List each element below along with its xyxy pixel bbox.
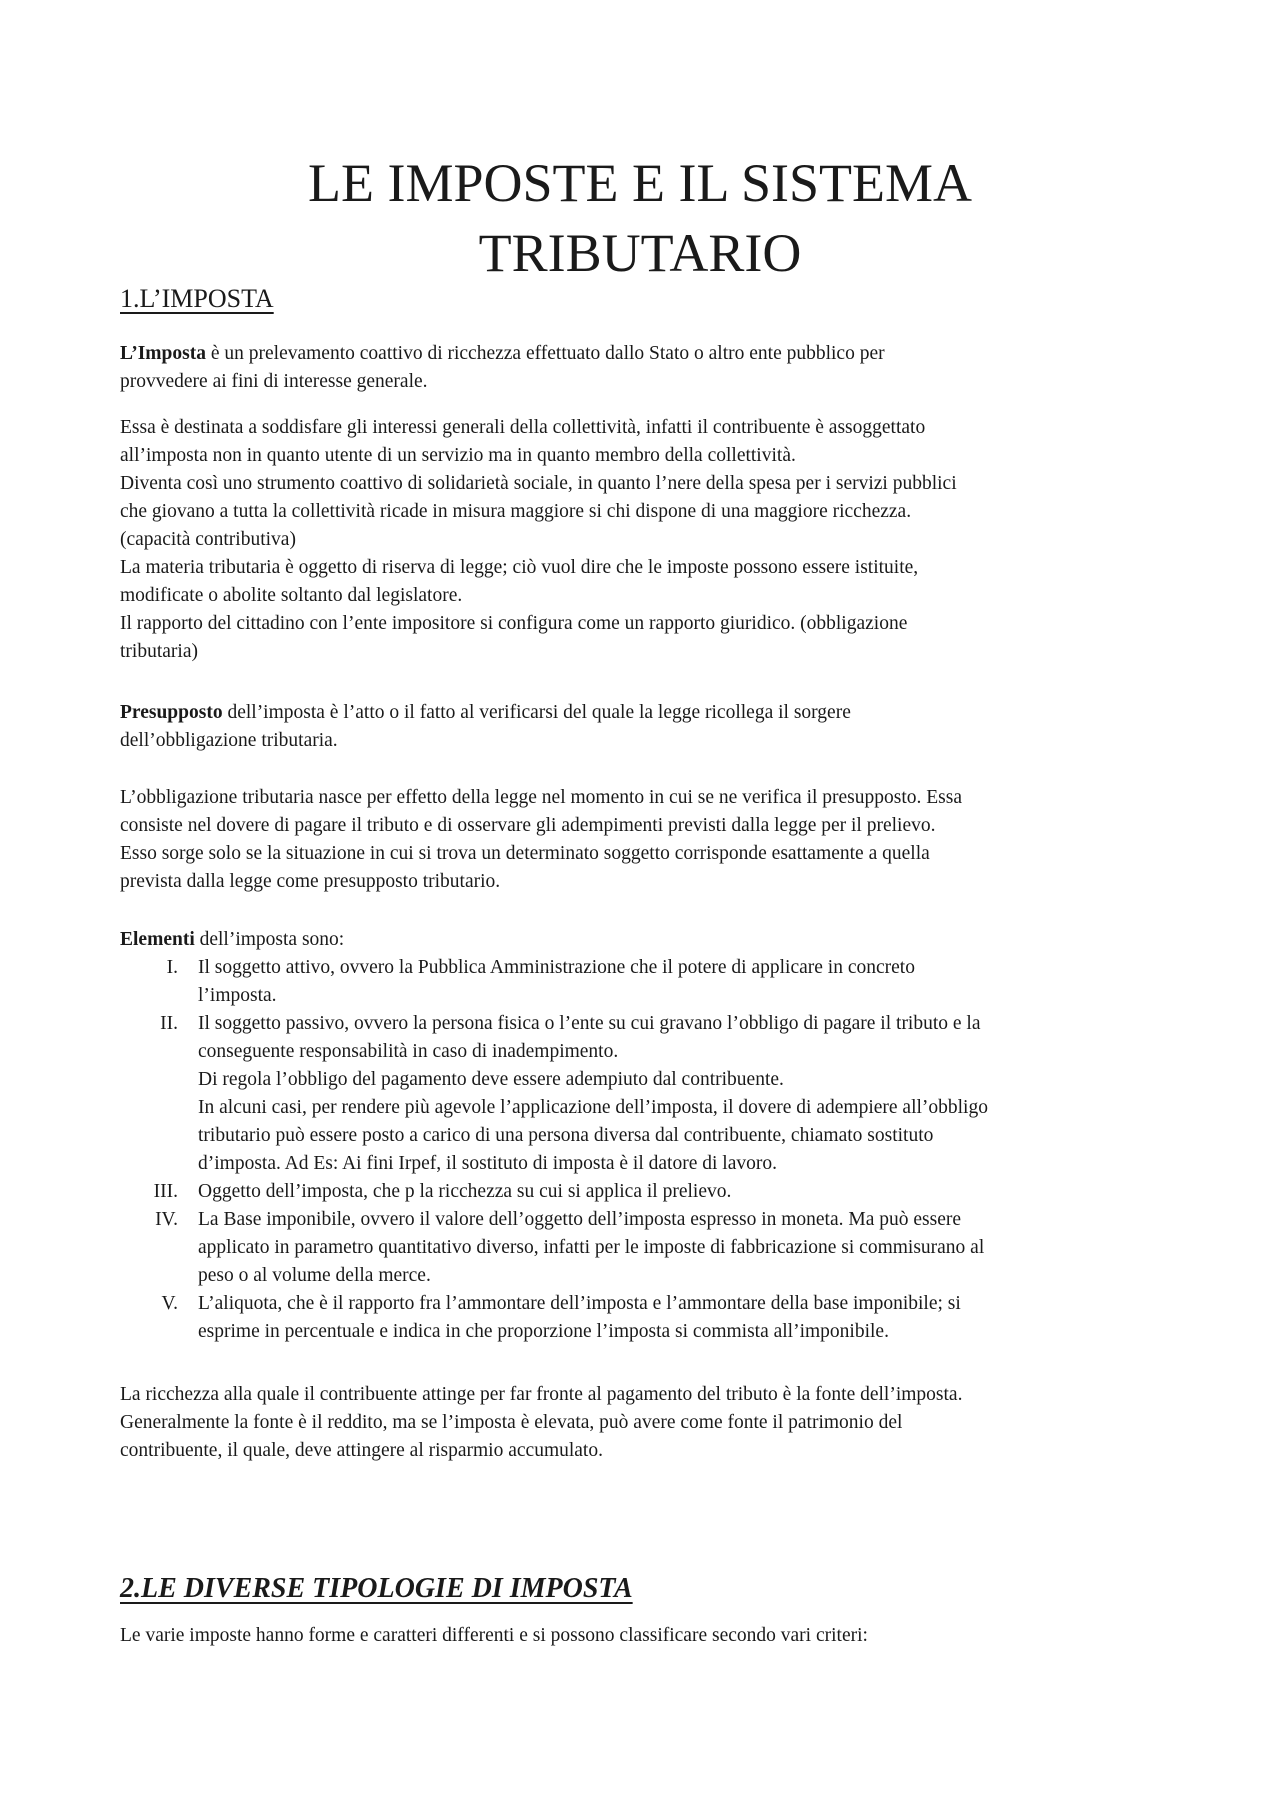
list-item-number: III. (153, 1181, 178, 1202)
list-item-number: V. (161, 1293, 178, 1314)
paragraph-obbligazione: L’obbligazione tributaria nasce per effetto della legge nel momento in cui se ne verifica il presupposto. Essa consiste nel dovere di pagare il tributo e di osservare gli adempimenti previsti dalla legge per il prelievo. Esso sorge solo se la situazione in cui si trova un determinato soggetto corrisponde esattamente a quella prevista dalla legge come presupposto tributario. (120, 787, 963, 892)
paragraph-definition: L’Imposta è un prelevamento coattivo di ricchezza effettuato dallo Stato o altro ente pubblico per provvedere ai fini di interesse generale. (120, 343, 885, 392)
paragraph-tipologie-intro: Le varie imposte hanno forme e caratteri differenti e si possono classificare secondo vari criteri: (120, 1625, 868, 1646)
term-imposta: L’Imposta (120, 343, 206, 364)
list-item: II. Il soggetto passivo, ovvero la persona fisica o l’ente su cui gravano l’obbligo di pagare il tributo e la conseguente responsabilità in caso di inadempimento. Di regola l’obbligo del pagamento deve essere adempiuto dal contribuente. In alcuni casi, per rendere più agevole l’applicazione dell’imposta, il dovere di adempiere all’obbligo tributario può essere posto a carico di una persona diversa dal contribuente, chiamato sostituto d’imposta. Ad Es: Ai fini Irpef, il sostituto di imposta è il datore di lavoro. (120, 1010, 1180, 1178)
list-item: III. Oggetto dell’imposta, che p la ricchezza su cui si applica il prelievo. (120, 1178, 1180, 1206)
list-item-number: II. (160, 1013, 178, 1034)
paragraph-description: Essa è destinata a soddisfare gli interessi generali della collettività, infatti il contribuente è assoggettato all’imposta non in quanto utente di un servizio ma in quanto membro della collettività. Diventa così uno strumento coattivo di solidarietà sociale, in quanto l’nere della spesa per i servizi pubblici che giovano a tutta la collettività ricade in misura maggiore si chi dispone di una maggiore ricchezza. (capacità contributiva) La materia tributaria è oggetto di riserva di legge; ciò vuol dire che le imposte possono essere istituite, modificate o abolite soltanto dal legislatore. Il rapporto del cittadino con l’ente impositore si configura come un rapporto giuridico. (obbligazione tributaria) (120, 417, 957, 662)
list-item-number: IV. (155, 1209, 178, 1230)
list-item: V. L’aliquota, che è il rapporto fra l’ammontare dell’imposta e l’ammontare della base imponibile; si esprime in percentuale e indica in che proporzione l’imposta si commista all’imponibile. (120, 1290, 1180, 1346)
list-item-number: I. (166, 957, 178, 978)
title-line-1: LE IMPOSTE E IL SISTEMA (308, 153, 972, 213)
paragraph-fonte: La ricchezza alla quale il contribuente attinge per far fronte al pagamento del tributo è la fonte dell’imposta. Generalmente la fonte è il reddito, ma se l’imposta è elevata, può avere come fonte il patrimonio del contribuente, il quale, deve attingere al risparmio accumulato. (120, 1384, 963, 1461)
title-line-2: TRIBUTARIO (478, 223, 802, 283)
list-item: IV. La Base imponibile, ovvero il valore dell’oggetto dell’imposta espresso in moneta. Ma può essere applicato in parametro quantitativo diverso, infatti per le imposte di fabbricazione si commisurano al peso o al volume della merce. (120, 1206, 1180, 1290)
term-presupposto: Presupposto (120, 702, 223, 723)
paragraph-elementi-intro: Elementi dell’imposta sono: (120, 929, 345, 950)
document-title (200, 148, 1080, 288)
list-item: I. Il soggetto attivo, ovvero la Pubblica Amministrazione che il potere di applicare in concreto l’imposta. (120, 954, 1180, 1010)
section-1-heading: 1.L’IMPOSTA (120, 284, 274, 313)
term-elementi: Elementi (120, 929, 195, 950)
section-2-heading: 2.LE DIVERSE TIPOLOGIE DI IMPOSTA (120, 1573, 633, 1604)
paragraph-presupposto: Presupposto dell’imposta è l’atto o il fatto al verificarsi del quale la legge ricollega il sorgere dell’obbligazione tributaria. (120, 702, 851, 751)
elements-list (120, 954, 1180, 1346)
